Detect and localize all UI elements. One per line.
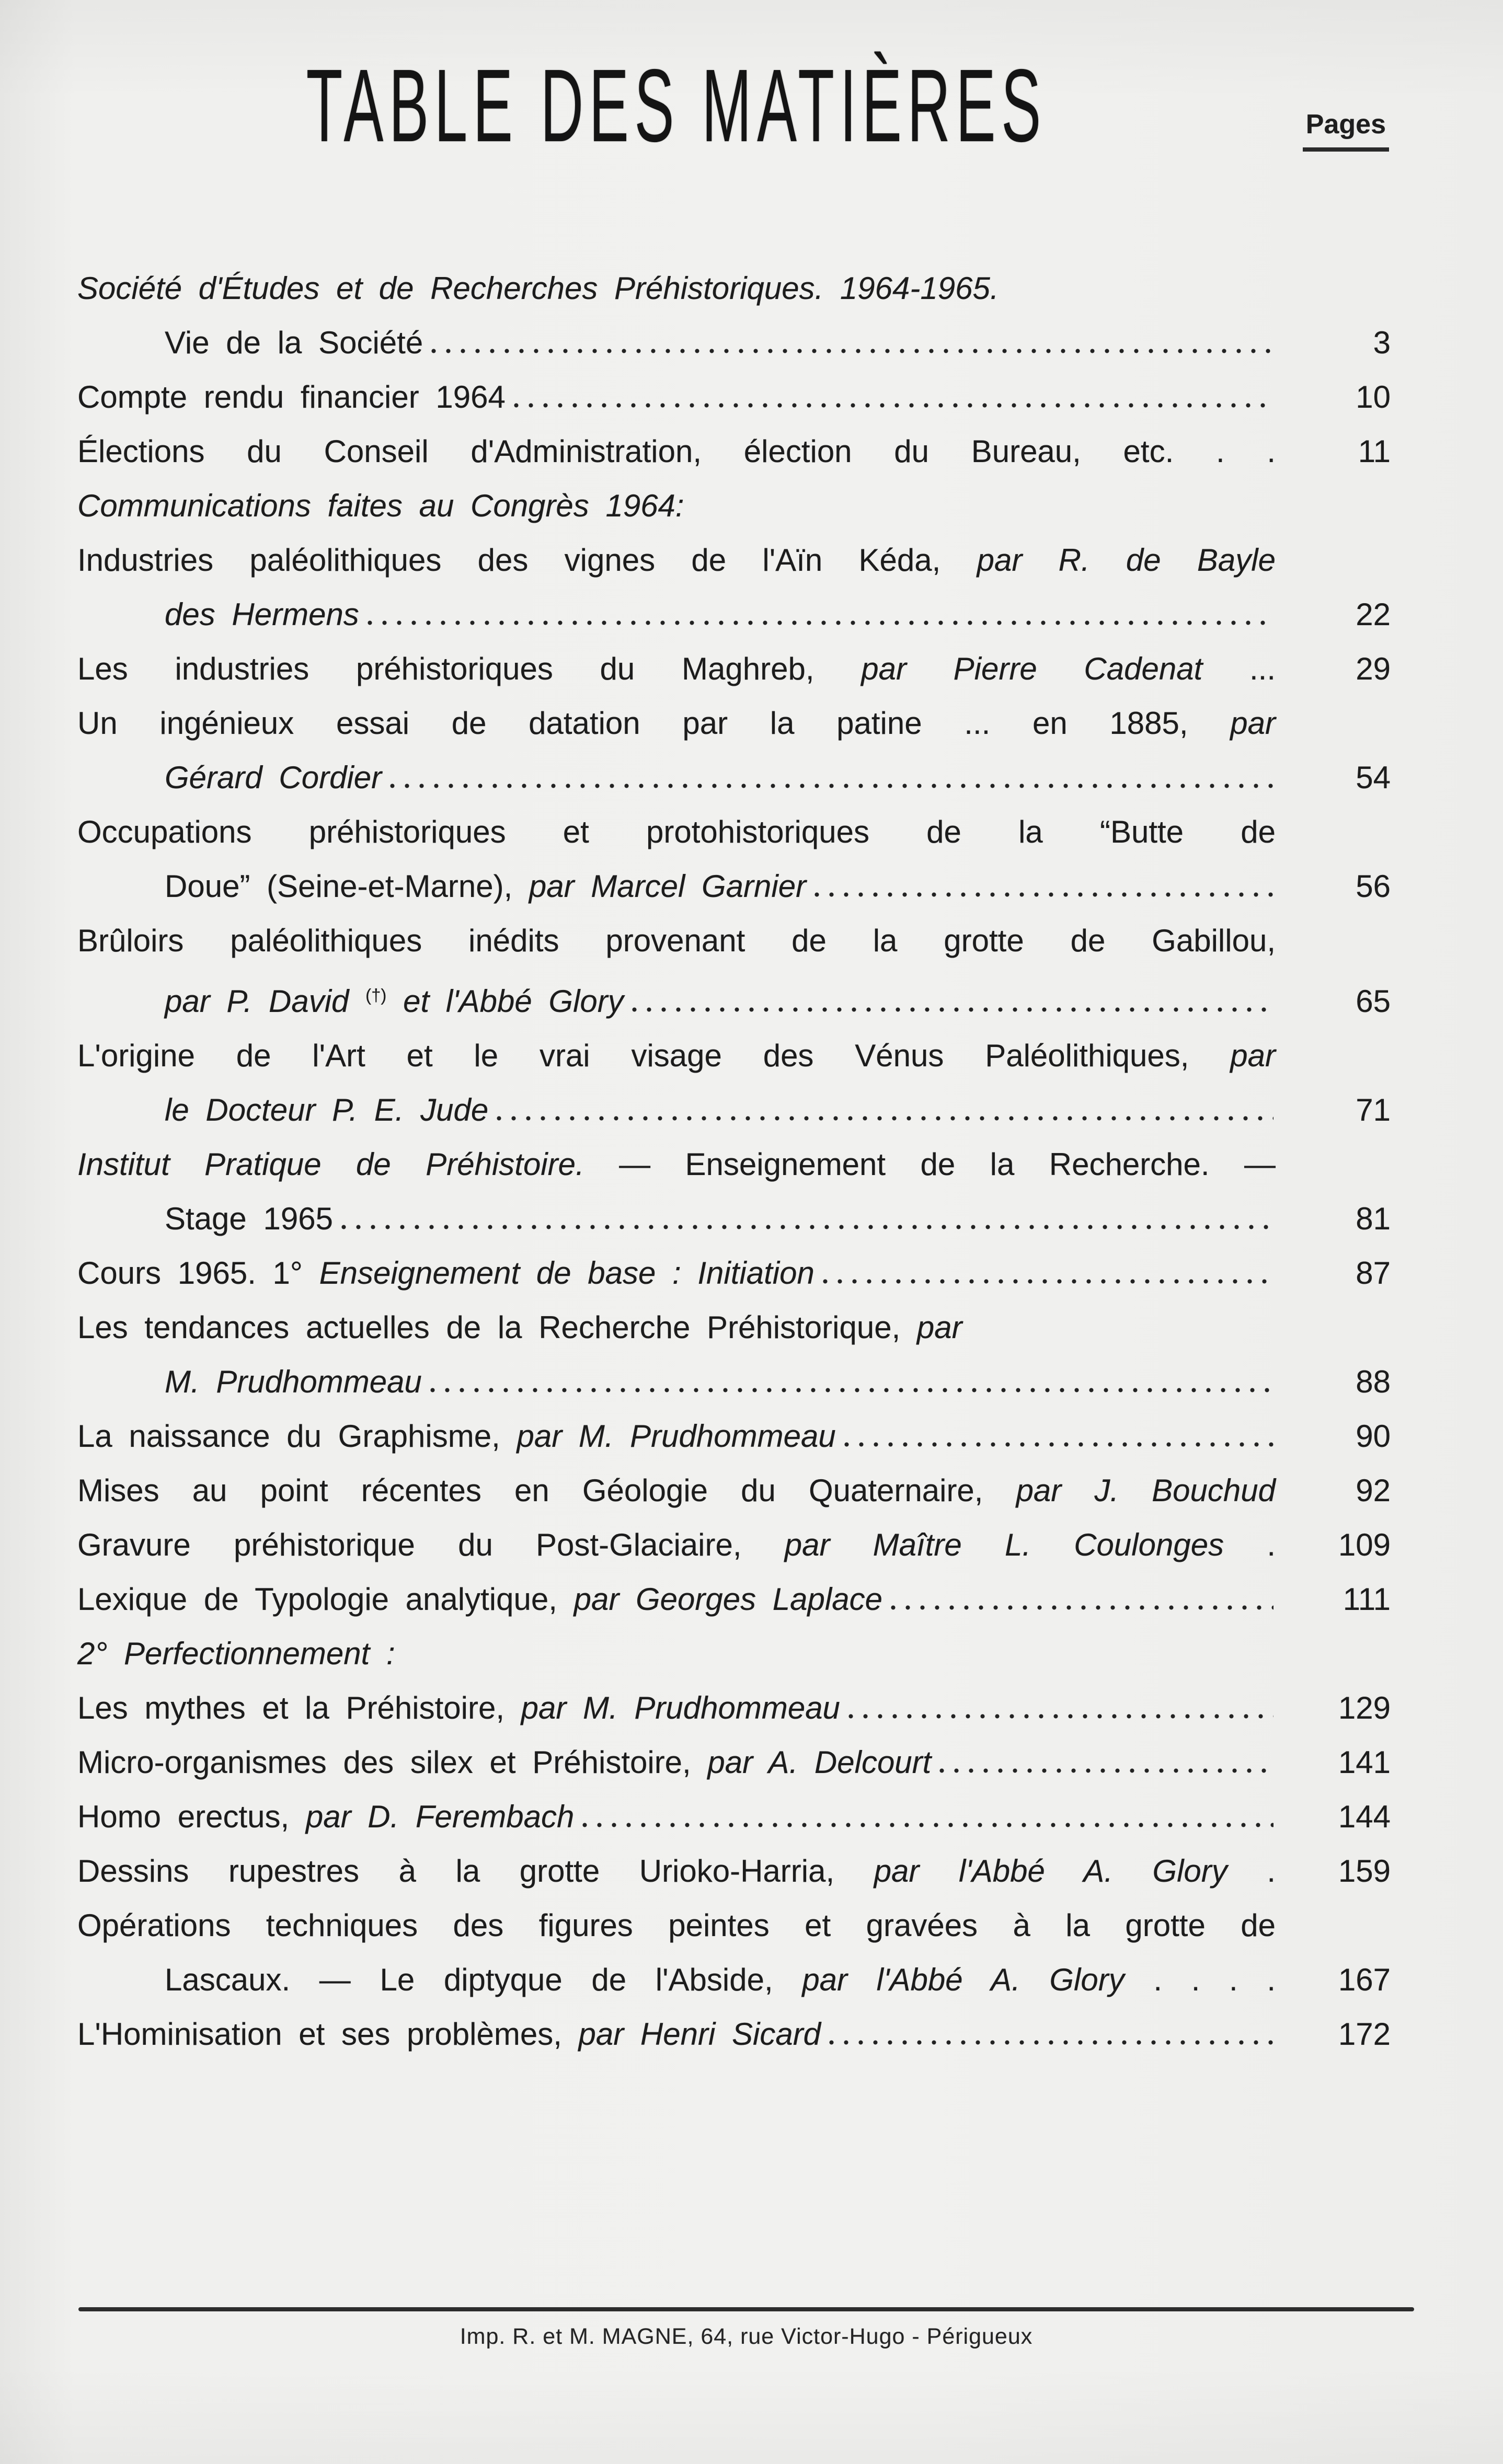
dot-leader [341, 1225, 1273, 1229]
toc-run-italic: par [1230, 706, 1276, 741]
toc-run-italic: le Docteur P. E. Jude [165, 1092, 489, 1127]
toc-entry-text [165, 1192, 333, 1246]
toc-entry-text [77, 261, 1276, 316]
dot-leader [514, 403, 1273, 408]
page-number: 22 [1356, 597, 1391, 632]
page-title-wrap [77, 46, 1276, 164]
toc-entry-text [77, 370, 506, 424]
toc-run-italic: par [1230, 1038, 1276, 1073]
toc-entry [77, 1572, 1391, 1627]
toc-entry-text [77, 424, 1276, 479]
toc-run-italic: M. Prudhommeau [165, 1364, 422, 1399]
toc-entry [77, 642, 1391, 696]
toc-run-italic: Communications faites au Congrès 1964: [77, 488, 684, 523]
toc-entry-text [77, 1137, 1276, 1192]
toc-run-italic: par l'Abbé A. Glory [802, 1962, 1125, 1997]
toc-run: Brûloirs paléolithiques inédits provenant de la grotte de Gabillou, [77, 923, 1276, 958]
toc-run: L'Hominisation et ses problèmes, [77, 2017, 579, 2052]
toc-run: Vie de la Société [165, 325, 423, 360]
dot-leader [632, 1007, 1273, 1012]
toc-entry [77, 1192, 1391, 1246]
toc-entry-text [77, 1790, 574, 1844]
toc-run: ... [1202, 651, 1276, 686]
toc-run: Lascaux. — Le diptyque de l'Abside, [165, 1962, 802, 1997]
toc-run-italic: par l'Abbé A. Glory [874, 1853, 1227, 1889]
toc-run-italic: par R. de Bayle [977, 543, 1276, 578]
toc-run-italic: par Georges Laplace [573, 1582, 882, 1617]
dot-leader [823, 1279, 1273, 1284]
toc-entry [77, 1464, 1391, 1518]
toc-run: Mises au point récentes en Géologie du Quaternaire, [77, 1473, 1016, 1508]
page-number: 92 [1356, 1473, 1391, 1508]
toc-run-italic: Enseignement de base : Initiation [319, 1256, 814, 1291]
page-number: 81 [1356, 1201, 1391, 1236]
dot-leader [390, 784, 1273, 788]
toc-entry [77, 1627, 1391, 1681]
toc-run-italic: par M. Prudhommeau [521, 1690, 840, 1725]
page-number: 109 [1338, 1527, 1391, 1562]
toc-entry [77, 370, 1391, 424]
toc-run-italic: par D. Ferembach [305, 1799, 575, 1834]
toc-run-italic: par M. Prudhommeau [517, 1419, 836, 1454]
dagger-superscript: (†) [365, 985, 387, 1005]
toc-run: Élections du Conseil d'Administration, élection du Bureau, etc. . . [77, 434, 1276, 469]
page-number: 167 [1338, 1962, 1391, 1997]
toc-entry [77, 1137, 1391, 1192]
toc-run-italic: par [916, 1310, 962, 1345]
toc-run: Compte rendu financier 1964 [77, 379, 506, 414]
dot-leader [582, 1823, 1273, 1827]
dot-leader [939, 1768, 1273, 1773]
toc-run: Micro-organismes des silex et Préhistoire, [77, 1745, 708, 1780]
page-title: TABLE DES MATIÈRES [306, 47, 1047, 164]
toc-run: . [1227, 1853, 1276, 1889]
toc-run-italic: des Hermens [165, 597, 359, 632]
footer-rule [78, 2307, 1414, 2311]
toc-entry-text [77, 1518, 1276, 1572]
toc-entry-text [77, 479, 1276, 533]
toc-run: Homo erectus, [77, 1799, 306, 1834]
toc-run-italic: par Henri Sicard [578, 2017, 821, 2052]
toc-entry-text [77, 696, 1276, 751]
page-number: 88 [1356, 1364, 1391, 1399]
dot-leader [368, 620, 1273, 625]
page-number: 144 [1338, 1799, 1391, 1834]
toc-run: La naissance du Graphisme, [77, 1419, 517, 1454]
toc-entry [77, 1735, 1391, 1790]
toc-entry-text [77, 1572, 882, 1627]
toc-entry [77, 1083, 1391, 1137]
toc-entry [77, 1898, 1391, 1953]
dot-leader [844, 1442, 1273, 1447]
toc-entry-text [77, 1246, 814, 1300]
dot-leader [497, 1116, 1273, 1121]
toc-run: Lexique de Typologie analytique, [77, 1582, 574, 1617]
toc-entry [77, 424, 1391, 479]
toc-run: Les mythes et la Préhistoire, [77, 1690, 521, 1725]
toc-run: Dessins rupestres à la grotte Urioko-Harria, [77, 1853, 874, 1889]
toc-entry [77, 1409, 1391, 1464]
toc-entry [77, 859, 1391, 914]
toc-entry-text [165, 1953, 1276, 2007]
page-number: 29 [1356, 651, 1391, 686]
toc-run: L'origine de l'Art et le vrai visage des Vénus Paléolithiques, [77, 1038, 1231, 1073]
toc-run-italic: Gérard Cordier [165, 760, 382, 795]
toc-run: Opérations techniques des figures peintes et gravées à la grotte de [77, 1908, 1276, 1943]
toc-run: Industries paléolithiques des vignes de l'Aïn Kéda, [77, 543, 977, 578]
toc-entry-text [77, 1681, 840, 1735]
toc-entry-text [77, 533, 1276, 588]
toc-run: Gravure préhistorique du Post-Glaciaire, [77, 1527, 785, 1562]
toc-entry [77, 1790, 1391, 1844]
toc-entry-text [77, 1627, 1276, 1681]
toc-entry-text [77, 1029, 1276, 1083]
dot-leader [829, 2040, 1273, 2045]
toc-entry-text [77, 2007, 821, 2062]
dot-leader [430, 1388, 1273, 1392]
toc-entry-text [165, 1355, 422, 1409]
toc-entry [77, 588, 1391, 642]
toc-run-italic: et l'Abbé Glory [386, 984, 624, 1019]
toc-entry-text [77, 1844, 1276, 1898]
toc-entry-text [77, 914, 1276, 968]
toc-entry [77, 533, 1391, 588]
toc-entry [77, 696, 1391, 751]
toc-run: Les tendances actuelles de la Recherche Préhistorique, [77, 1310, 917, 1345]
toc-run-italic: par J. Bouchud [1016, 1473, 1276, 1508]
page-number: 54 [1356, 760, 1391, 795]
page-number: 90 [1356, 1419, 1391, 1454]
toc-entry-text [165, 1083, 488, 1137]
toc-entry [77, 316, 1391, 370]
page-number: 141 [1338, 1745, 1391, 1780]
toc-run: . [1224, 1527, 1276, 1562]
page-number: 111 [1343, 1582, 1391, 1617]
page-number: 56 [1356, 869, 1391, 904]
toc-run: . . . . [1124, 1962, 1276, 1997]
toc-run: Occupations préhistoriques et protohistoriques de la “Butte de [77, 814, 1276, 849]
toc-entry-text [77, 1300, 1276, 1355]
toc-entry-text [77, 1898, 1276, 1953]
page-number: 87 [1356, 1256, 1391, 1291]
toc-run-italic: 2° Perfectionnement : [77, 1636, 395, 1671]
toc-run-italic: Institut Pratique de Préhistoire. [77, 1147, 584, 1182]
toc-entry [77, 261, 1391, 316]
toc-entry-text [77, 1735, 931, 1790]
toc-entry [77, 1029, 1391, 1083]
page-number: 10 [1356, 379, 1391, 414]
toc-entry [77, 805, 1391, 859]
toc-entry [77, 1844, 1391, 1898]
toc-entry [77, 1518, 1391, 1572]
page-number: 172 [1338, 2017, 1391, 2052]
page-number: 159 [1338, 1853, 1391, 1889]
toc-run-italic: par Pierre Cadenat [861, 651, 1203, 686]
toc-entry [77, 1681, 1391, 1735]
toc-entry [77, 479, 1391, 533]
page-number: 11 [1358, 434, 1391, 469]
toc-entry [77, 914, 1391, 968]
toc-entry-text [77, 642, 1276, 696]
toc-list [77, 261, 1391, 2062]
page-number: 71 [1356, 1092, 1391, 1127]
page-number: 65 [1356, 984, 1391, 1019]
toc-run: Les industries préhistoriques du Maghreb, [77, 651, 862, 686]
toc-run-italic: par A. Delcourt [707, 1745, 932, 1780]
toc-entry-text [165, 968, 624, 1029]
pages-column-header: Pages [1303, 109, 1389, 152]
toc-entry [77, 2007, 1391, 2062]
page-number: 129 [1338, 1690, 1391, 1725]
toc-entry-text [165, 316, 423, 370]
toc-entry-text [165, 751, 382, 805]
toc-entry-text [165, 859, 806, 914]
toc-entry [77, 1953, 1391, 2007]
toc-entry [77, 751, 1391, 805]
toc-entry-text [77, 1409, 836, 1464]
dot-leader [891, 1605, 1273, 1610]
toc-run: — Enseignement de la Recherche. — [584, 1147, 1276, 1182]
toc-run: Doue” (Seine-et-Marne), [165, 869, 529, 904]
toc-run-italic: Société d'Études et de Recherches Préhistoriques. 1964-1965. [77, 271, 999, 306]
page-number: 3 [1373, 325, 1391, 360]
dot-leader [848, 1714, 1273, 1719]
toc-run-italic: par Maître L. Coulonges [784, 1527, 1224, 1562]
toc-entry [77, 1300, 1391, 1355]
toc-entry-text [165, 588, 359, 642]
toc-run: Cours 1965. 1° [77, 1256, 319, 1291]
toc-entry-text [77, 805, 1276, 859]
printer-imprint: Imp. R. et M. MAGNE, 64, rue Victor-Hugo - Périgueux [460, 2324, 1033, 2349]
toc-entry [77, 1355, 1391, 1409]
dot-leader [431, 349, 1273, 353]
dot-leader [814, 892, 1273, 897]
toc-entry [77, 1246, 1391, 1300]
toc-run-italic: par P. David [165, 984, 366, 1019]
toc-run: Un ingénieux essai de datation par la patine ... en 1885, [77, 706, 1231, 741]
toc-run: Stage 1965 [165, 1201, 333, 1236]
toc-entry [77, 968, 1391, 1029]
toc-entry-text [77, 1464, 1276, 1518]
toc-run-italic: par Marcel Garnier [529, 869, 807, 904]
